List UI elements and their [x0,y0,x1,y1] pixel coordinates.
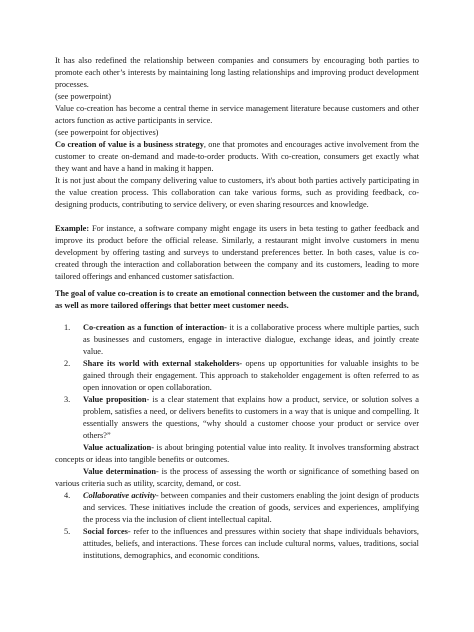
value-determination-term: Value determination [83,467,157,476]
list-item-text: opens up opportunities for valuable insights to be gained through their engagement. This approach to stakeholder engagement is often referred to as open innovation or open collaboration. [83,359,419,392]
list-number: 3. [64,395,71,404]
list-item-social-forces [83,526,419,562]
paragraph-value-actualization [55,442,419,466]
list-item-value-proposition [83,394,419,442]
list-number: 5. [64,527,71,536]
value-actualization-text: is about bringing potential value into reality. It involves transforming abstract concepts or ideas into tangible benefits or outcomes. [55,443,419,464]
list-number: 1. [64,323,71,332]
list-item-interaction [83,322,419,358]
list-item-stakeholders [83,358,419,394]
list-item-term: Co-creation as a function of interaction- [83,323,227,332]
list-item-text: - refer to the influences and pressures within society that shape individuals behaviors, attitudes, beliefs, and interactions. These forces can include cultural norms, values, traditions, social institutions, demographics, and economic conditions. [83,527,419,560]
list-item-term: Share its world with external stakeholders- [83,359,243,368]
paragraph-relationship: It has also redefined the relationship between companies and consumers by encouraging both parties to promote each other’s interests by maintaining long lasting relationships and improving product development processes. [55,56,419,89]
goal-statement: The goal of value co-creation is to create an emotional connection between the customer and the brand, as well as more tailored offerings that better meet customer needs. [55,289,419,310]
list-item-term: Social forces [83,527,128,536]
note-see-powerpoint-objectives: (see powerpoint for objectives) [55,128,159,137]
paragraph-value-determination [55,466,419,490]
list-item-term: Value proposition [83,395,147,404]
list-number: 2. [64,359,71,368]
list-number: 4. [64,491,71,500]
list-item-collaborative-activity [83,490,419,526]
business-strategy-term: Co creation of value is a business strategy [55,140,204,149]
paragraph-value-co-creation: Value co-creation has become a central theme in service management literature because customers and other actors function as active participants in service. [55,104,419,125]
example-text: For instance, a software company might engage its users in beta testing to gather feedback and improve its product before the official release. Similarly, a restaurant might involve customers in menu development by offering tasting and surveys to understand preferences better. In both cases, value is co-created through the interaction and collaboration between the company and its customers, leading to more tailored offerings and enhanced customer satisfaction. [55,224,419,281]
paragraph-collaboration: It is not just about the company delivering value to customers, it's about both parties actively participating in the value creation process. This collaboration can take various forms, such as providing feedback, co-designing products, contributing to service delivery, or even sharing resources and knowledge. [55,176,419,209]
list-item-text: - between companies and their customers enabling the joint design of products and services. These initiatives include the creation of goods, services and experiences, amplifying the process via the inclusion of client intellectual capital. [83,491,419,524]
paragraph-example [55,223,419,283]
value-actualization-term: Value actualization- [83,443,154,452]
list-item-text: - is a clear statement that explains how a product, service, or solution solves a problem, satisfies a need, or delivers benefits to customers in a way that is unique and compelling. It essentially answers the questions, “why should a customer choose your product or service over others?” [83,395,419,440]
note-see-powerpoint: (see powerpoint) [55,92,111,101]
list-item-term: Collaborative activity [83,491,156,500]
value-determination-text: - is the process of assessing the worth or significance of something based on various criteria such as utility, scarcity, demand, or cost. [55,467,419,488]
list-item-text: it is a collaborative process where multiple parties, such as businesses and customers, engage in interactive dialogue, exchange ideas, and jointly create value. [83,323,419,356]
example-label: Example: [55,224,90,233]
paragraph-business-strategy [55,139,419,175]
business-strategy-text: , one that promotes and encourages active involvement from the customer to create on-demand and made-to-order products. With co-creation, consumers get exactly what they want and have a hand in making it happen. [55,140,419,173]
